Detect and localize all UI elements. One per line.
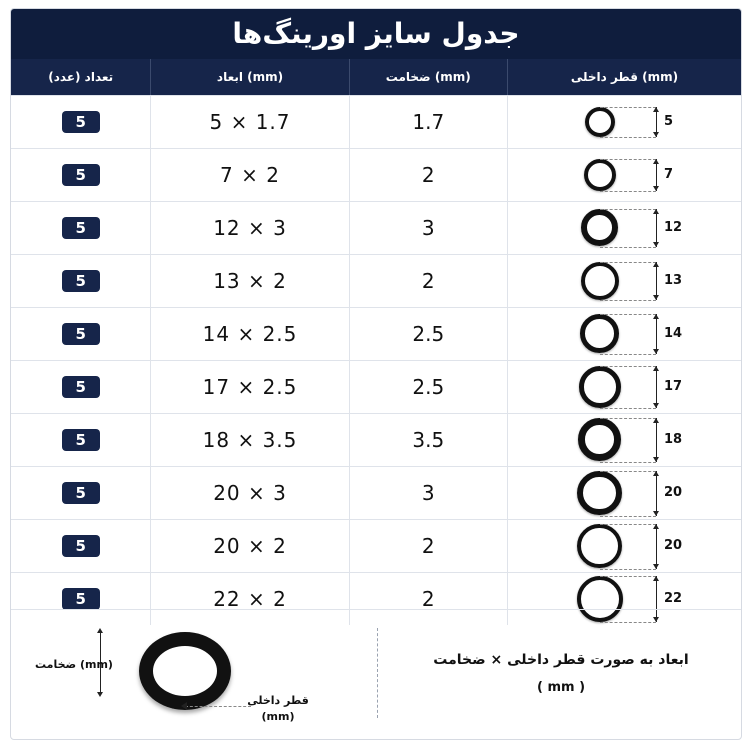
inner-diameter-cell [507,96,741,148]
arrow-up-icon [653,314,659,319]
quantity-badge: 5 [62,535,100,557]
oring-icon [580,314,619,353]
inner-diameter-unit: (mm) [261,710,295,723]
dimensions-cell [150,467,348,519]
inner-diameter-value: 22 [663,591,683,606]
thickness-value: 2 [421,163,435,187]
dimensions-cell [150,414,348,466]
dimension-guide-line [600,524,656,525]
quantity-badge: 5 [62,217,100,239]
dimensions-cell [150,96,348,148]
dimensions-value: 17 × 2.5 [202,375,298,399]
arrow-down-icon [653,349,659,354]
dimensions-value: 12 × 3 [213,216,287,240]
arrow-down-icon [653,295,659,300]
dimension-arrow-icon [656,418,657,461]
quantity-badge: 5 [62,482,100,504]
dimensions-cell [150,149,348,201]
inner-diameter-value: 20 [663,485,683,500]
footer-divider [377,628,378,718]
arrow-up-icon [653,471,659,476]
quantity-cell [11,414,150,466]
inner-diameter-cell [507,149,741,201]
arrow-up-icon [653,159,659,164]
table-row [11,519,741,572]
quantity-cell [11,520,150,572]
thickness-value: 3 [421,216,435,240]
dimensions-value: 13 × 2 [213,269,287,293]
oring-icon [581,262,619,300]
inner-diameter-cell [507,467,741,519]
inner-diameter-cell [507,202,741,254]
thickness-cell [349,361,507,413]
arrow-up-icon [653,418,659,423]
dimension-guide-line [600,366,656,367]
inner-diameter-value: 17 [663,379,683,394]
inner-diameter-value: 12 [663,220,683,235]
thickness-value: 2 [421,269,435,293]
dimension-guide-line [600,300,656,301]
dimensions-value: 20 × 3 [213,481,287,505]
quantity-cell [11,467,150,519]
quantity-cell [11,255,150,307]
dimension-guide-line [600,354,656,355]
inner-diameter-cell [507,361,741,413]
table-row [11,95,741,148]
header-inner-diameter: قطر داخلی (mm) [507,59,741,95]
dimension-arrow-icon [656,471,657,516]
dimension-arrow-icon [656,524,657,569]
dimension-guide-line [600,576,656,577]
oring-icon [585,107,616,138]
table-row [11,148,741,201]
dimensions-value: 5 × 1.7 [209,110,291,134]
inner-diameter-value: 13 [663,273,683,288]
arrow-down-icon [653,132,659,137]
dimensions-value: 18 × 3.5 [202,428,298,452]
arrow-up-icon [653,209,659,214]
dimension-guide-line [600,262,656,263]
table-row [11,201,741,254]
dimension-unit-note: ( mm ) [536,680,586,695]
arrow-up-icon [653,107,659,112]
arrow-down-icon [653,403,659,408]
dimension-guide-line [600,569,656,570]
arrow-up-icon [653,576,659,581]
dimension-guide-line [600,247,656,248]
table-row [11,360,741,413]
dimensions-value: 14 × 2.5 [202,322,298,346]
oring-size-chart [10,8,742,740]
dimensions-value: 7 × 2 [220,163,280,187]
oring-icon [584,159,616,191]
dimensions-cell [150,202,348,254]
inner-diameter-value: 14 [663,326,683,341]
oring-icon [581,209,618,246]
dimension-guide-line [600,418,656,419]
thickness-label: ضخامت (mm) [35,658,113,671]
dimensions-value: 20 × 2 [213,534,287,558]
arrow-up-icon [653,524,659,529]
dimension-guide-line [600,191,656,192]
inner-diameter-value: 18 [663,432,683,447]
thickness-cell [349,520,507,572]
arrow-down-icon [653,457,659,462]
thickness-value: 1.7 [412,110,445,134]
dimension-guide-line [600,471,656,472]
dimension-format-note: ابعاد به صورت قطر داخلی × ضخامت [433,652,689,668]
arrow-down-icon [653,186,659,191]
thickness-value: 3 [421,481,435,505]
arrow-up-icon [653,366,659,371]
dimensions-cell [150,520,348,572]
header-quantity: تعداد (عدد) [48,70,114,84]
table-row [11,413,741,466]
quantity-cell [11,96,150,148]
inner-diameter-cell [507,255,741,307]
dimensions-value: 22 × 2 [213,587,287,611]
thickness-cell [349,149,507,201]
inner-diameter-value: 5 [663,114,673,129]
dimension-guide-line [600,462,656,463]
dimension-guide-line [600,137,656,138]
thickness-cell [349,467,507,519]
thickness-cell [349,202,507,254]
thickness-value: 3.5 [412,428,445,452]
oring-icon [577,471,621,515]
quantity-cell [11,361,150,413]
quantity-cell [11,149,150,201]
oring-icon [577,524,622,569]
thickness-value: 2.5 [412,375,445,399]
arrow-down-icon [653,242,659,247]
dimensions-cell [150,308,348,360]
quantity-badge: 5 [62,270,100,292]
table-body [11,95,741,625]
legend-ring-icon [139,632,231,710]
inner-diameter-cell [507,414,741,466]
oring-icon [579,366,621,408]
footer-legend [11,609,741,740]
thickness-cell [349,308,507,360]
dimension-guide-line [600,107,656,108]
dimensions-cell [150,255,348,307]
thickness-value: 2.5 [412,322,445,346]
quantity-badge: 5 [62,429,100,451]
dimension-guide-line [600,159,656,160]
quantity-badge: 5 [62,111,100,133]
inner-diameter-value: 7 [663,167,673,182]
header-dimensions: ابعاد (mm) [150,59,348,95]
thickness-cell [349,96,507,148]
table-row [11,254,741,307]
dimension-guide-line [600,408,656,409]
inner-diameter-value: 20 [663,538,683,553]
quantity-cell [11,308,150,360]
quantity-badge: 5 [62,323,100,345]
header-thickness: ضخامت (mm) [349,59,507,95]
thickness-cell [349,255,507,307]
quantity-cell [11,202,150,254]
thickness-cell [349,414,507,466]
table-row [11,307,741,360]
quantity-badge: 5 [62,588,100,610]
inner-diameter-cell [507,520,741,572]
inner-diameter-label: قطر داخلی [247,694,309,707]
quantity-badge: 5 [62,376,100,398]
thickness-value: 2 [421,534,435,558]
dimension-arrow-icon [656,366,657,408]
dimensions-cell [150,361,348,413]
thickness-value: 2 [421,587,435,611]
table-header [11,59,741,95]
table-row [11,466,741,519]
quantity-badge: 5 [62,164,100,186]
inner-diameter-cell [507,308,741,360]
dimension-guide-line [600,314,656,315]
arrow-down-icon [653,564,659,569]
dimension-guide-line [600,209,656,210]
page-title: جدول سایز اورینگ‌ها [11,9,741,59]
arrow-down-icon [653,511,659,516]
arrow-up-icon [653,262,659,267]
oring-icon [578,418,620,460]
dimension-guide-line [600,516,656,517]
